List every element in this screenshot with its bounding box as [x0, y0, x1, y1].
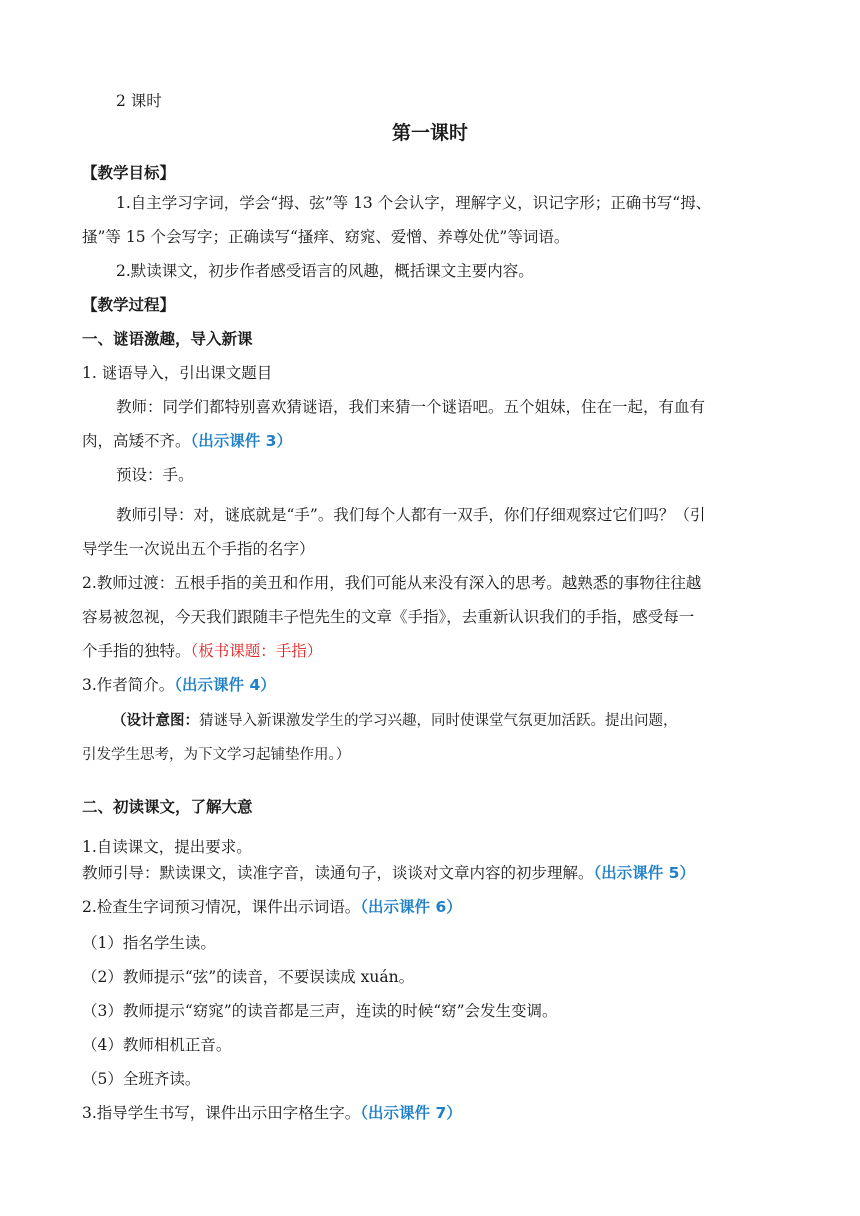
part-2-guide	[82, 856, 782, 890]
part-2-step-1: 1.自读课文，提出要求。	[82, 838, 252, 856]
design-intent-text-1: 猜谜导入新课激发学生的学习兴趣，同时使课堂气氛更加活跃。提出问题，	[199, 713, 678, 729]
courseware-3-label: （出示课件 3）	[190, 432, 292, 450]
part-1-teacher-line-2	[82, 424, 782, 458]
goal-2: 2.默读课文，初步作者感受语言的风趣，概括课文主要内容。	[116, 262, 534, 280]
goals-heading: 【教学目标】	[82, 164, 176, 182]
part-1-step-2-line-2: 容易被忽视，今天我们跟随丰子恺先生的文章《手指》，去重新认识我们的手指，感受每一	[82, 608, 695, 626]
courseware-4-label: （出示课件 4）	[174, 676, 276, 694]
part-2-sub-1: （1）指名学生读。	[82, 934, 216, 952]
teacher-text: 肉，高矮不齐。	[82, 432, 191, 450]
lesson-count: 2 课时	[116, 92, 162, 110]
part-2-step-2	[82, 890, 782, 924]
design-intent-line-1	[112, 704, 812, 738]
part-2-sub-5: （5）全班齐读。	[82, 1070, 201, 1088]
part-1-heading: 一、谜语激趣，导入新课	[82, 330, 253, 348]
process-heading: 【教学过程】	[82, 296, 176, 314]
part-1-step-2-line-3	[82, 634, 782, 668]
courseware-6-label: （出示课件 6）	[360, 898, 462, 916]
part-1-guide-line-1: 教师引导：对，谜底就是“手”。我们每个人都有一双手，你们仔细观察过它们吗？（引	[116, 506, 706, 524]
part-1-step-2-line-1: 2.教师过渡：五根手指的美丑和作用，我们可能从来没有深入的思考。越熟悉的事物往往越	[82, 574, 702, 592]
part-2-sub-3: （3）教师提示“窈窕”的读音都是三声，连读的时候“窈”会发生变调。	[82, 1002, 558, 1020]
step-2-text: 个手指的独特。	[82, 642, 191, 660]
guide-text: 教师引导：默读课文，读准字音，读通句子，谈谈对文章内容的初步理解。	[82, 864, 594, 882]
part-2-heading: 二、初读课文，了解大意	[82, 798, 253, 816]
step-3b-text: 3.指导学生书写，课件出示田字格生字。	[82, 1104, 361, 1122]
part-1-guide-line-2: 导学生一次说出五个手指的名字）	[82, 540, 315, 558]
courseware-7-label: （出示课件 7）	[360, 1104, 462, 1122]
goal-1-line-1: 1.自主学习字词，学会“拇、弦”等 13 个会认字，理解字义，识记字形；正确书写“拇、	[116, 194, 712, 212]
part-1-step-1: 1. 谜语导入，引出课文题目	[82, 364, 273, 382]
page-title: 第一课时	[391, 122, 468, 144]
part-2-sub-4: （4）教师相机正音。	[82, 1036, 232, 1054]
step-2b-text: 2.检查生字词预习情况，课件出示词语。	[82, 898, 361, 916]
part-2-sub-2: （2）教师提示“弦”的读音，不要误读成 xuán。	[82, 968, 415, 986]
courseware-5-label: （出示课件 5）	[593, 864, 695, 882]
board-title-label: （板书课题：手指）	[190, 642, 323, 660]
design-intent-label: （设计意图：	[112, 712, 199, 729]
part-1-step-3	[82, 668, 782, 702]
goal-1-line-2: 搔”等 15 个会写字；正确读写“搔痒、窈窕、爱憎、养尊处优”等词语。	[82, 228, 570, 246]
step-3-text: 3.作者简介。	[82, 676, 175, 694]
part-1-teacher-line-1: 教师：同学们都特别喜欢猜谜语，我们来猜一个谜语吧。五个姐妹，住在一起，有血有	[116, 398, 706, 416]
part-2-step-3	[82, 1096, 782, 1130]
design-intent-line-2: 引发学生思考，为下文学习起铺垫作用。）	[82, 747, 351, 763]
part-1-preset: 预设：手。	[116, 466, 194, 484]
